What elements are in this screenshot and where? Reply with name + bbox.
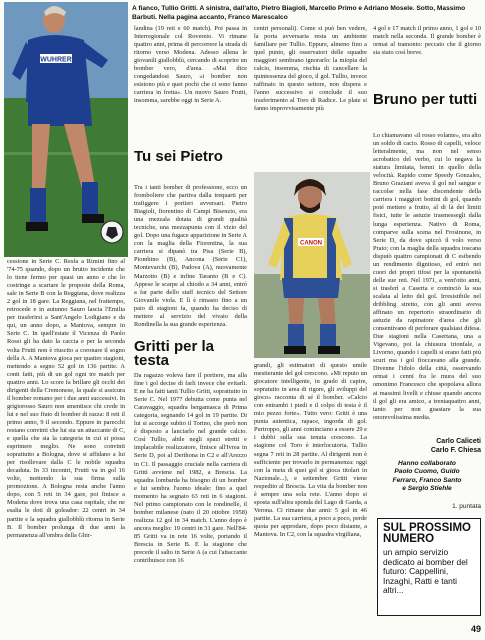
article-column-2-top xyxy=(134,25,247,147)
article-paragraph: cessione in Serie C. Resfa a Rimini fino al '74-75 quando, dopo un brutto incidente che lo tiene fermo per quasi un anno e che lo costringe a scartare le proposte della Roma, sale in Serie B con la Reggiana, dove realizza 2 gol in 18 gare. La Reggiana, nel frattempo, retrocede e in autunno Sauro lascia l'Emilia per trasferirsi a Sant'Angelo Lodigiano e da qui, un anno dopo, a Mantova, sempre in Serie C. In quell'estate il Vicenza di Paolo Rossi gli ha dato la caccia e per la seconda volta Frutti non è riuscito a coronare il sogno della A. A Mantova gioca per quattro stagioni, mettendo a segno 52 gol in 136 partite. A conti fatti, più di un gol ogni tre match per quattro anni. Lo score fa brillare gli occhi dei dirigenti della Cremonese, la quale si assicura il bomber romano per i due anni successivi. In grigiorosso Sauro non smentisce chi crede in lui e nel suo fiuto di bomber di razza: 8 reti il primo anno, 9 il secondo. Eppure in parecchi restano convinti che lui sia un attaccante di C, e quella che sia la categoria in cui si possa esprimere meglio. Ne sono convinti soprattutto a Bologna, dove si affidano a lui per risollevare dalla C le nobile squadra decaduta. In 33 incontri, Frutti va in gol 16 volte, mettendo la sua firma sulla promozione. A Bologna resta anche l'anno dopo, con 5 reti in 34 gare, poi finisce a Modena dove trova una casa ospitale, che ne esalta le doti di goleador: 22 centri in 34 partite e la squadra giallobblù ritorna in Serie B. Il bomber prolunga di due anni la permanenza all'ombra della Ghir- xyxy=(7,258,125,539)
credit-line: Paolo Cuomo, Guido xyxy=(394,468,460,476)
promo-title xyxy=(383,523,475,545)
author-signature xyxy=(373,438,481,455)
promo-title-line: NUMERO xyxy=(383,533,435,545)
episode-label: 1. puntata xyxy=(452,503,481,510)
article-paragraph: landina (19 reti e 60 match). Poi passa in Interregionale col Rovereto. Vi rimane quattro anni, prima di percorrere la strada di ritorno verso Modena. Adesso allena le giovanili giallobblù, cercando di scoprire un bomber vero, d'area. «Mai dice congedandosi Sauro, «i bomber non esistono più e quei pochi che ci sono fanno carriera in fretta». Un nuovo Sauro Frutti, insomma, sarebbe oggi in Serie A. xyxy=(134,25,247,105)
article-paragraph: grandi, gli estimatori di questo umile mestierante del gol crescono. «Mi reputo un giocatore intelligente, in grado di capire, sopratutto in area di rigore, gli sviluppi del gioco» racconta di sé il bomber. «Calcio con entrambi i piedi e il colpo di testa è il mio pezzo forte». Tutto vero: Gritti è una punta autentica, rapace, ingorda di gol. Purtroppo, gli anni cominciano a essere 29 e i dubbi sulla sua tenuta crescono. La stagione col Toro è interlocutoria. Tullio segna 7 reti in 28 partite. Al dirigenti non è sufficiente per trovarlo in permanenza: oggi con la meta di quei gol si gioca titolari in Nazionale...), e settembre Gritti viene respedito al Brescia. La vita da bomber non è sempre una sola rete. L'anno dopo si sposta sull'altra sponda del Lago di Garda, a Verona. Ci rimane due anni: 5 gol in 46 partite. La sua carriera, a poco a poco, perde quota per approdare, dopo poco distante, a Mantova. In C2, con la squadra virgiliana, xyxy=(254,362,367,538)
section-heading: Bruno per tutti xyxy=(373,91,478,108)
collaborators-credit xyxy=(373,460,481,493)
promo-text: un ampio servizio dedicato ai bomber del futuro: Cappellini, Inzaghi, Ratti e tanti altri... xyxy=(383,547,468,596)
player-illustration xyxy=(254,172,370,358)
article-column-4-top xyxy=(373,25,481,88)
page-number: 49 xyxy=(470,624,481,634)
shirt-sponsor-text: CANON xyxy=(300,240,322,247)
article-column-1 xyxy=(7,258,125,630)
article-paragraph: Lo chiamavano «il rosso volante», era alto un soldo di cacio. Rosso di capelli, veloce letteralmente, ma non nel senso acrobatico del verbo, cui lo negava la statura limitata, benni in quello della velocità. Rapido come Speedy Gonzales, Bruno Graziani aveva il gol nel sangue e raccolse nella fase discendente della carriera i maggiori bottini di gol, quando poté mettere a frutto, al di là dei limiti fisici, tutte le astuzie trasmessegli dalla lunga esperienza. Nativo di Roma, comparve sulla scena nel Frosinone, in Serie D, da dove spiccò il volo verso Prato; con la maglia della squadra toscana disputò quattro campionati di C esibendo un rendimento dignitoso, ed entrò nei cuori dei propri tifosi per la spontaneità delle sue reti. Nel 1971, a vent'otto anni, si trasferì a Caserta e cominciò la sua scalata al letto del gol. Irresistibile nel dribbling stretto, con gli anni aveva affinato un repertorio straordinario di astuzie da rapinatore d'area che gli consentivano di perforare qualsiasi difesa. Due stagioni nella Casertana, una a Vigevano, poi la chiusura trionfale, a Livorno, quando i capelli si erano fatti più scuri ma i gol fioccavano alla grande. Divenne l'idolo della città, osservando ormai i cenni fra le mura del suo omonimo Francesco che spopolava allora ai massimi livelli e chiuse quando ancora il gol gli era amico, a trentaquattro anni, tanto per non guastare la sua onorevolissima media. xyxy=(373,132,481,421)
article-paragraph: centri personali). Come si può ben vedere, la porta avversaria resta un ambiente familiare per Tullio. Eppure, almeno fino a quel punto, gli osservatori delle squadre maggiori sembrano ignorarlo: la miopia del calcio, insomma, rischia di cancellare la quintessenza del gioco, il gol. Tullio, invece raffinato in questo settore, non dispera e l'anno successivo si conclude il suo trasferimento al Toro di Radice. Le plate si fanno improvvisamente più xyxy=(254,25,367,113)
credit-line: e Sergio Stiehle xyxy=(402,484,452,492)
section-heading: Tu sei Pietro xyxy=(134,148,223,165)
credit-line: Hanno collaborato xyxy=(398,460,456,467)
article-column-3-bottom xyxy=(254,362,367,634)
author-name: Carlo F. Chiesa xyxy=(430,446,481,454)
section-heading: Gritti per la testa xyxy=(134,338,215,369)
article-paragraph: Da ragazzo voleva fare il portiere, ma alla fine i gol decise di farli invece che evitarli. E ne ha fatti tanti Tullio Gritti, soprattutto in Serie C. Nel 1977 debutta come punta nel Caravaggio, squadra bergamasca di Prima categoria, segnando 14 gol in 19 partite. Di lui si accorge subito il Torino, che però non è disposto a lanciarlo nel grande calcio. Così Tullio, abile negli spazi stretti e implacabile realizzatore, finisce all'Ivrea in Serie D, poi al Derthona in C2 e all'Arezzo in C1. Il passaggio cruciale nella carriera di Gritti avviene nel 1982, a Brescia. La squadra lombarda ha bisogno di un bomber e lui sembra l'uomo ideale: fino a quel momento ha segnato 63 reti in 6 stagioni. Nel primo campionato con le rondinelle, il bomber milanese (nato il 20 ottobre 1958) realizza 12 gol in 34 match. L'anno dopo è ancora meglio: 19 centri in 31 gare. Nell'84-85 Gritti va in rete 16 volte, portando il Brescia in Serie B. E la stagione che precede il salto in Serie A (a cui l'attaccante contribuisce con 16 xyxy=(134,372,247,565)
article-column-4-bottom xyxy=(373,132,481,436)
promo-title-line: SUL PROSSIMO xyxy=(383,522,471,534)
credit-line: Ferraro, Franco Santo xyxy=(392,476,462,484)
player-photo-barbuti xyxy=(254,172,370,358)
photo-caption: A fianco, Tullio Gritti. A sinistra, dall'alto, Pietro Biagioli, Marcello Primo e Adriano Mosele. Sotto, Massimo Barbuti. Nella pagina accanto, Franco Marescalco xyxy=(132,5,466,21)
article-paragraph: 4 gol e 17 match il primo anno, 1 gol e 10 match nella seconda. Il grande bomber è ormai al tramonto: peccato che il giorno sia stato così breve. xyxy=(373,25,481,57)
shirt-sponsor-text: WUHRER xyxy=(40,56,72,64)
next-issue-box xyxy=(377,518,481,616)
article-paragraph: Tra i tanti bomber di professione, ecco un fromboliere che partiva dalla trequarti per trafiggere i portieri avversari. Pietro Biagioli, fiorentino di Campi Bisenzio, era una mezzala dotata di grandi qualità tecniche, una mezzapunta con il vizio del gol. Dopo una fugace apparizione in Serie A con la maglia della Fiorentina, la sua carriera si dipanò tra Pisa (Serie B), Piombino (B), Ancona (Serie C1), Montevarchi (B), Padova (A), nuovamente Marzotto (B) e infine Taranto (B e C). Appese le scarpe al chiodo a 34 anni, entrò a far parte dello staff tecnico del Settore Giovanile viola. E lì è rimasto fino a un paio di stagioni fa, quando ha deciso di mettere al servizio del vivaio della Rondinella la sua grande esperienza. xyxy=(134,184,247,328)
article-column-2-mid xyxy=(134,184,247,350)
player-illustration xyxy=(4,2,128,257)
article-column-3-top xyxy=(254,25,367,169)
article-column-2-bottom xyxy=(134,372,247,634)
player-photo-gritti xyxy=(4,2,128,257)
author-name: Carlo Caliceti xyxy=(436,438,481,445)
